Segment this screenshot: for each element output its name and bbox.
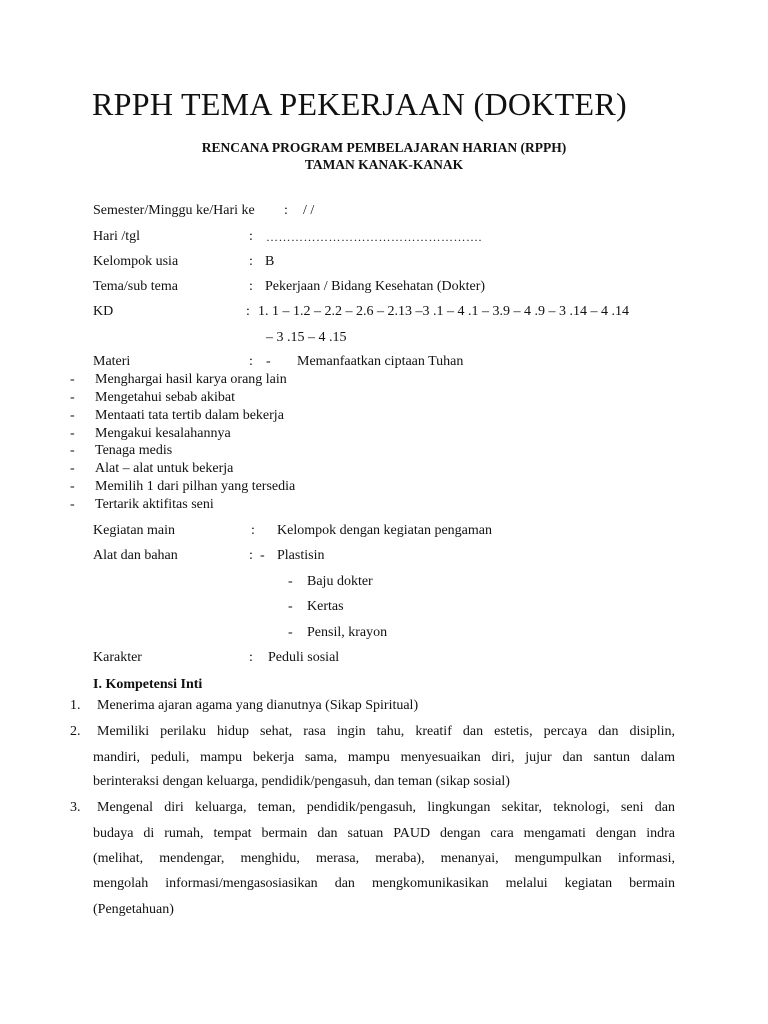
kompetensi-item-3-line-1: Mengenal diri keluarga, teman, pendidik/pengasuh, lingkungan sekitar, teknologi, seni dan xyxy=(97,800,675,815)
hari-value: ……………………………………………. xyxy=(266,230,482,244)
kd-label: KD xyxy=(93,304,114,319)
list-item: Mengakui kesalahannya xyxy=(95,426,231,441)
karakter-value: Peduli sosial xyxy=(268,650,340,665)
item-number: 2. xyxy=(70,724,81,739)
list-item: Alat – alat untuk bekerja xyxy=(95,461,234,476)
kompetensi-item-3-line-2: budaya di rumah, tempat bermain dan satuan PAUD dengan cara mengamati dengan indra xyxy=(93,826,675,841)
kompetensi-item-3-line-5: (Pengetahuan) xyxy=(93,902,174,917)
karakter-label: Karakter xyxy=(93,650,142,665)
list-bullet: - xyxy=(70,426,75,441)
tema-value: Pekerjaan / Bidang Kesehatan (Dokter) xyxy=(265,279,486,294)
semester-value: / / xyxy=(303,203,315,218)
list-bullet: - xyxy=(70,497,75,512)
alat-item: Pensil, krayon xyxy=(307,625,388,640)
alat-dash: - xyxy=(288,574,293,589)
kompetensi-item-3-line-3: (melihat, mendengar, menghidu, merasa, meraba), menanyai, mengumpulkan informasi, xyxy=(93,851,675,866)
kelompok-value: B xyxy=(265,254,275,269)
list-bullet: - xyxy=(70,461,75,476)
list-bullet: - xyxy=(70,479,75,494)
list-bullet: - xyxy=(70,443,75,458)
item-number: 1. xyxy=(70,698,81,713)
kompetensi-item-2-line-2: mandiri, peduli, mampu bekerja sama, mampu menyesuaikan diri, jujur dan santun dalam xyxy=(93,750,675,765)
list-bullet: - xyxy=(70,390,75,405)
alat-label: Alat dan bahan xyxy=(93,548,178,563)
alat-item: Plastisin xyxy=(277,548,325,563)
subtitle-line-1: RENCANA PROGRAM PEMBELAJARAN HARIAN (RPPH) xyxy=(201,140,567,155)
list-bullet: - xyxy=(70,372,75,387)
materi-label: Materi xyxy=(93,354,131,369)
alat-dash: - xyxy=(260,548,265,563)
kompetensi-item-2-line-3: berinteraksi dengan keluarga, pendidik/pengasuh, dan teman (sikap sosial) xyxy=(93,774,510,789)
kelompok-label: Kelompok usia xyxy=(93,254,179,269)
alat-dash: - xyxy=(288,625,293,640)
semester-colon: : xyxy=(284,203,288,218)
list-item: Mengetahui sebab akibat xyxy=(95,390,235,405)
materi-value: Memanfaatkan ciptaan Tuhan xyxy=(297,354,464,369)
materi-dash: - xyxy=(266,354,271,369)
list-bullet: - xyxy=(70,408,75,423)
karakter-colon: : xyxy=(249,650,253,665)
item-number: 3. xyxy=(70,800,81,815)
kompetensi-item-3-line-4: mengolah informasi/mengasosiasikan dan mengkomunikasikan melalui kegiatan bermain xyxy=(93,876,675,891)
alat-item: Baju dokter xyxy=(307,574,373,589)
tema-label: Tema/sub tema xyxy=(93,279,178,294)
list-item: Mentaati tata tertib dalam bekerja xyxy=(95,408,284,423)
document-title: RPPH TEMA PEKERJAAN (DOKTER) xyxy=(92,86,627,122)
materi-colon: : xyxy=(249,354,253,369)
kelompok-colon: : xyxy=(249,254,253,269)
tema-colon: : xyxy=(249,279,253,294)
alat-dash: - xyxy=(288,599,293,614)
list-item: Tertarik aktifitas seni xyxy=(95,497,214,512)
list-item: Memilih 1 dari pilhan yang tersedia xyxy=(95,479,296,494)
section-heading: I. Kompetensi Inti xyxy=(93,677,203,692)
hari-label: Hari /tgl xyxy=(93,229,141,244)
kompetensi-item-2-line-1: Memiliki perilaku hidup sehat, rasa ingin tahu, kreatif dan estetis, percaya dan disiplin, xyxy=(97,724,675,739)
kompetensi-item-1: Menerima ajaran agama yang dianutnya (Sikap Spiritual) xyxy=(97,698,419,713)
kd-value-line-2: – 3 .15 – 4 .15 xyxy=(266,330,347,345)
kegiatan-value: Kelompok dengan kegiatan pengaman xyxy=(277,523,492,538)
alat-item: Kertas xyxy=(307,599,344,614)
semester-label: Semester/Minggu ke/Hari ke xyxy=(93,203,255,218)
alat-colon: : xyxy=(249,548,253,563)
hari-colon: : xyxy=(249,229,253,244)
list-item: Menghargai hasil karya orang lain xyxy=(95,372,287,387)
list-item: Tenaga medis xyxy=(95,443,173,458)
kegiatan-label: Kegiatan main xyxy=(93,523,176,538)
kd-value-line-1: 1. 1 – 1.2 – 2.2 – 2.6 – 2.13 –3 .1 – 4 .1 – 3.9 – 4 .9 – 3 .14 – 4 .14 xyxy=(258,304,629,319)
kegiatan-colon: : xyxy=(251,523,255,538)
kd-colon: : xyxy=(246,304,250,319)
subtitle-line-2: TAMAN KANAK-KANAK xyxy=(304,157,464,172)
